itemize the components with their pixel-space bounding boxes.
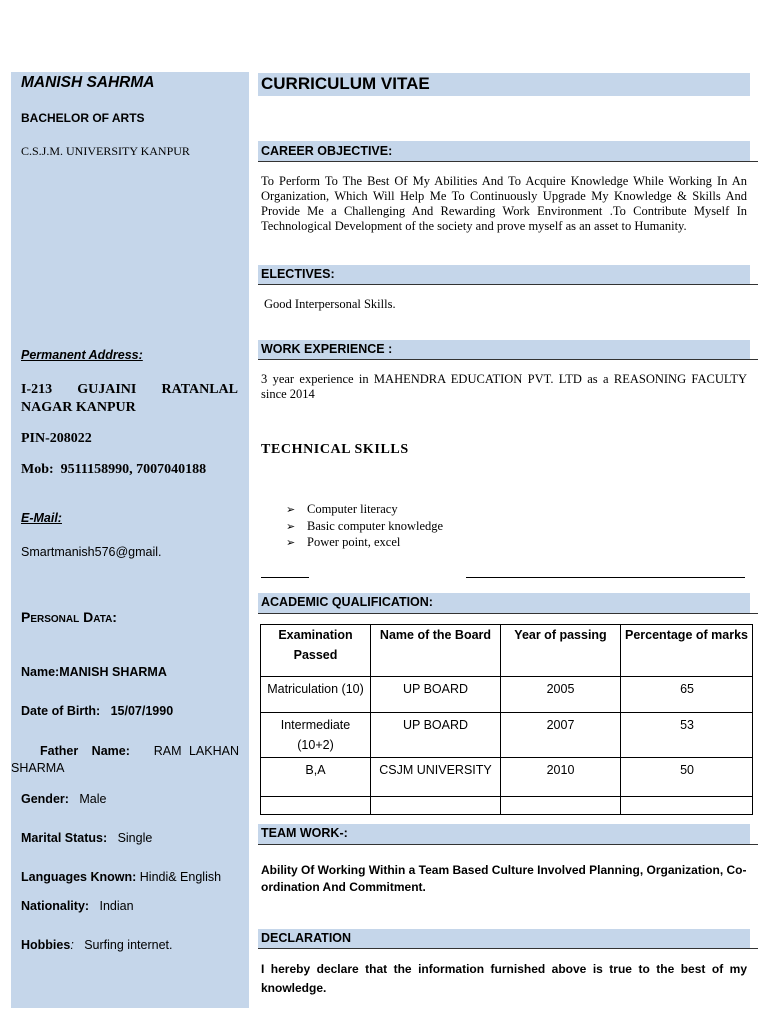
table-cell [501,797,621,815]
table-cell [621,797,753,815]
column-header: Name of the Board [371,625,501,677]
table-row [261,758,753,797]
table-cell: CSJM UNIVERSITY [371,758,501,797]
arrow-bullet-icon: ➢ [286,504,296,516]
email-value: Smartmanish576@gmail. [21,545,162,559]
work-experience-heading: WORK EXPERIENCE : [261,342,393,356]
candidate-name: MANISH SAHRMA [21,74,155,91]
personal-data-heading: Personal Data: [21,609,117,625]
column-header: Year of passing [501,625,621,677]
degree: BACHELOR OF ARTS [21,111,145,125]
university: C.S.J.M. UNIVERSITY KANPUR [21,144,190,158]
divider [258,161,758,162]
technical-skills-heading: TECHNICAL SKILLS [261,442,409,457]
arrow-bullet-icon: ➢ [286,520,296,533]
table-cell: 2007 [501,713,621,758]
column-header: Percentage of marks [621,625,753,677]
personal-name: Name:MANISH SHARMA [21,665,167,679]
email-heading: E-Mail: [21,511,62,525]
divider [258,844,758,845]
table-cell: UP BOARD [371,677,501,713]
declaration-heading: DECLARATION [261,931,352,945]
divider [258,359,758,360]
column-header: Examination Passed [261,625,371,677]
table-row [261,797,753,815]
table-cell: 2005 [501,677,621,713]
nationality: Nationality: Indian [21,899,134,913]
table-cell: Matriculation (10) [261,677,371,713]
electives-text: Good Interpersonal Skills. [264,297,396,311]
academic-heading: ACADEMIC QUALIFICATION: [261,595,433,609]
table-header-row [261,625,753,677]
date-of-birth: Date of Birth: 15/07/1990 [21,704,174,718]
academic-table [260,624,753,815]
career-objective-text: To Perform To The Best Of My Abilities And To Acquire Knowledge While Working In An Organization, Which Will Help Me To Continuously Upgrade My Knowledge & Skills And Provide Me a Challenging And Rewarding Work Environment .To Contribute Myself In Technological Development of the society and prove myself as an asset to Humanity. [261,174,747,233]
electives-heading: ELECTIVES: [261,267,335,281]
divider [258,613,758,614]
declaration-text: I hereby declare that the information furnished above is true to the best of my knowledge. [261,962,747,995]
table-row [261,713,753,758]
team-work-heading: TEAM WORK-: [261,826,348,840]
father-name: Father Name: RAM LAKHAN SHARMA [11,744,239,775]
table-cell [371,797,501,815]
separator-line [466,577,745,578]
divider [258,948,758,949]
marital-status: Marital Status: Single [21,831,153,845]
table-cell: 65 [621,677,753,713]
work-experience-text: 3 year experience in MAHENDRA EDUCATION PVT. LTD as a REASONING FACULTY since 2014 [261,372,747,401]
career-objective-heading: CAREER OBJECTIVE: [261,144,393,158]
skills-list [286,502,443,552]
address-line-2: NAGAR KANPUR [21,400,136,415]
pin-code: PIN-208022 [21,431,92,446]
list-item: ➢ Basic computer knowledge [286,519,443,536]
separator-line [261,577,309,578]
table-cell: 50 [621,758,753,797]
table-row [261,677,753,713]
gender: Gender: Male [21,792,107,806]
sidebar-panel [11,72,249,1008]
address-line-1: I-213 GUJAINI RATANLAL [21,382,238,397]
table-cell: Intermediate (10+2) [261,713,371,758]
arrow-bullet-icon: ➢ [286,537,296,549]
table-cell [261,797,371,815]
table-cell: UP BOARD [371,713,501,758]
table-cell: B,A [261,758,371,797]
table-cell: 2010 [501,758,621,797]
divider [258,284,758,285]
list-item: ➢ Computer literacy [286,502,443,519]
table-cell: 53 [621,713,753,758]
list-item: ➢ Power point, excel [286,535,443,552]
page-title: CURRICULUM VITAE [261,74,430,93]
address-heading: Permanent Address: [21,348,143,362]
mobile: Mob: 9511158990, 7007040188 [21,462,207,477]
team-work-text: Ability Of Working Within a Team Based Culture Involved Planning, Organization, Co-ordination And Commitment. [261,863,747,894]
hobbies: Hobbies: Surfing internet. [21,938,173,952]
languages-known: Languages Known: Hindi& English [21,870,222,884]
